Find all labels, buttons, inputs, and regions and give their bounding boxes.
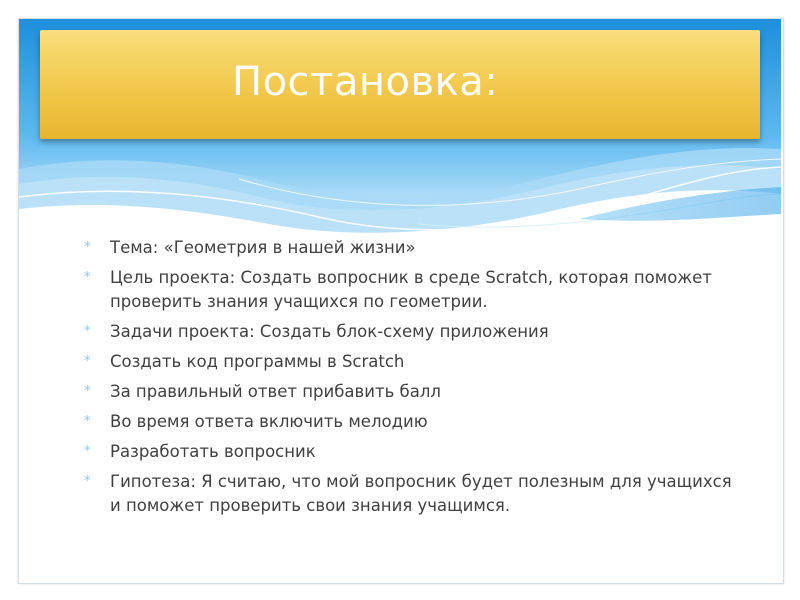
list-item bbox=[84, 320, 734, 344]
bullet-icon: * bbox=[84, 444, 91, 459]
list-item bbox=[84, 350, 734, 374]
bullet-icon: * bbox=[84, 270, 91, 285]
list-item bbox=[84, 470, 734, 518]
bullet-icon: * bbox=[84, 414, 91, 429]
list-item-text: Во время ответа включить мелодию bbox=[110, 412, 428, 431]
bullet-icon: * bbox=[84, 240, 91, 255]
list-item-text: Создать код программы в Scratch bbox=[110, 352, 405, 371]
list-item bbox=[84, 236, 734, 260]
bullet-icon: * bbox=[84, 354, 91, 369]
slide-title: Постановка: bbox=[232, 59, 499, 105]
list-item-text: Разработать вопросник bbox=[110, 442, 316, 461]
bullet-icon: * bbox=[84, 324, 91, 339]
bullet-icon: * bbox=[84, 474, 91, 489]
list-item-text: За правильный ответ прибавить балл bbox=[110, 382, 441, 401]
list-item bbox=[84, 440, 734, 464]
bullet-list bbox=[84, 236, 734, 524]
list-item-text: Гипотеза: Я считаю, что мой вопросник будет полезным для учащихся и поможет проверить свои знания учащимся. bbox=[110, 472, 732, 515]
list-item-text: Задачи проекта: Создать блок-схему приложения bbox=[110, 322, 549, 341]
list-item-text: Цель проекта: Создать вопросник в среде Scratch, которая поможет проверить знания учащихся по геометрии. bbox=[110, 268, 712, 311]
bullet-icon: * bbox=[84, 384, 91, 399]
list-item bbox=[84, 410, 734, 434]
list-item bbox=[84, 380, 734, 404]
list-item bbox=[84, 266, 734, 314]
list-item-text: Тема: «Геометрия в нашей жизни» bbox=[110, 238, 416, 257]
